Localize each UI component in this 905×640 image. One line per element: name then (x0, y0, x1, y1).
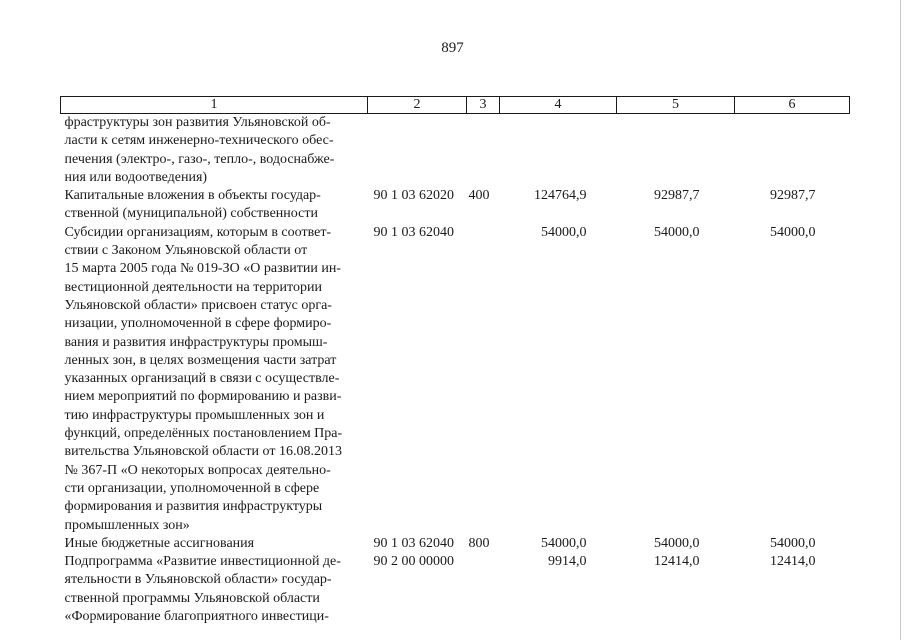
row-name-line: функций, определённых постановлением Пра- (64, 426, 343, 442)
column-header-1: 1 (61, 97, 368, 114)
row-type-cell: 800 (468, 535, 490, 551)
row-name-cell (61, 553, 368, 626)
row-name-line: фраструктуры зон развития Ульяновской об- (64, 115, 331, 130)
row-value-col4 (500, 114, 617, 188)
row-value-col6: 54000,0 (770, 224, 816, 240)
row-value-col6: 92987,7 (770, 188, 816, 204)
row-name-line: Ульяновской области» присвоен статус орга- (64, 297, 332, 313)
column-header-4: 4 (500, 97, 617, 114)
header-row (61, 97, 850, 114)
table-row (61, 535, 850, 553)
row-value-col5: 54000,0 (654, 224, 700, 240)
row-type-cell (467, 114, 500, 188)
row-name-line: тию инфраструктуры промышленных зон и (64, 407, 325, 423)
row-name-line: формирования и развития инфраструктуры (64, 499, 323, 515)
column-header-2: 2 (368, 97, 467, 114)
row-type-cell: 400 (468, 188, 490, 204)
row-name-line: 15 марта 2005 года № 019-ЗО «О развитии ин- (64, 261, 341, 277)
row-name-line: сти организации, уполномоченной в сфере (64, 480, 320, 496)
row-name-line: ния или водоотведения) (64, 169, 208, 185)
budget-table (60, 96, 850, 626)
row-name-line: ятельности в Ульяновской области» государ- (64, 572, 332, 588)
row-name-line: Капитальные вложения в объекты государ- (64, 188, 321, 204)
scan-edge (900, 0, 901, 640)
row-name-line: вестиционной деятельности на территории (64, 279, 322, 295)
column-header-5: 5 (617, 97, 735, 114)
row-value-col5: 92987,7 (654, 188, 700, 204)
column-header-3: 3 (467, 97, 500, 114)
row-name-line: ствии с Законом Ульяновской области от (64, 243, 308, 259)
row-name-cell (61, 224, 368, 535)
table-body (61, 114, 850, 627)
row-name-line: ственной программы Ульяновской области (64, 590, 320, 606)
row-value-col4: 54000,0 (541, 535, 587, 551)
row-value-col6: 54000,0 (770, 535, 816, 551)
row-value-col4: 9914,0 (548, 554, 587, 570)
row-value-col5 (617, 114, 735, 188)
row-name-line: Субсидии организациям, которым в соответ- (64, 224, 332, 240)
row-value-col6: 12414,0 (770, 554, 816, 570)
table-row (61, 114, 850, 188)
row-name-line: ленных зон, в целях возмещения части затрат (64, 352, 337, 368)
row-value-col5: 12414,0 (654, 554, 700, 570)
row-name-line: Подпрограмма «Развитие инвестиционной де- (64, 554, 341, 570)
table-row (61, 187, 850, 224)
row-type-cell (467, 224, 500, 535)
row-name-line: Иные бюджетные ассигнования (64, 535, 255, 551)
row-name-line: № 367-П «О некоторых вопросах деятельно- (64, 462, 331, 478)
row-code-cell: 90 1 03 62040 (373, 535, 454, 551)
row-name-line: нием мероприятий по формированию и разви- (64, 389, 342, 405)
row-code-cell: 90 1 03 62020 (373, 188, 454, 204)
row-code-cell: 90 1 03 62040 (373, 224, 454, 240)
row-name-line: ласти к сетям инженерно-технического обес- (64, 133, 334, 149)
row-name-line: печения (электро-, газо-, тепло-, водоснабже- (64, 151, 335, 167)
row-name-cell (61, 535, 368, 553)
row-name-line: «Формирование благоприятного инвестици- (64, 609, 329, 625)
row-name-line: промышленных зон» (64, 517, 190, 533)
row-type-cell (467, 553, 500, 626)
row-name-line: ственной (муниципальной) собственности (64, 206, 318, 222)
table-row (61, 553, 850, 626)
row-name-line: вания и развития инфраструктуры промыш- (64, 334, 328, 350)
row-code-cell: 90 2 00 00000 (373, 554, 454, 570)
column-header-6: 6 (735, 97, 850, 114)
row-name-cell (61, 187, 368, 224)
row-name-line: указанных организаций в связи с осуществле- (64, 371, 340, 387)
row-value-col4: 124764,9 (534, 188, 587, 204)
page-number: 897 (441, 40, 464, 56)
row-name-cell (61, 114, 368, 188)
row-value-col5: 54000,0 (654, 535, 700, 551)
row-value-col6 (735, 114, 850, 188)
row-name-line: вительства Ульяновской области от 16.08.2013 (64, 444, 342, 460)
row-code-cell (368, 114, 467, 188)
table-row (61, 224, 850, 535)
row-value-col4: 54000,0 (541, 224, 587, 240)
row-name-line: низации, уполномоченной в сфере формиро- (64, 316, 332, 332)
